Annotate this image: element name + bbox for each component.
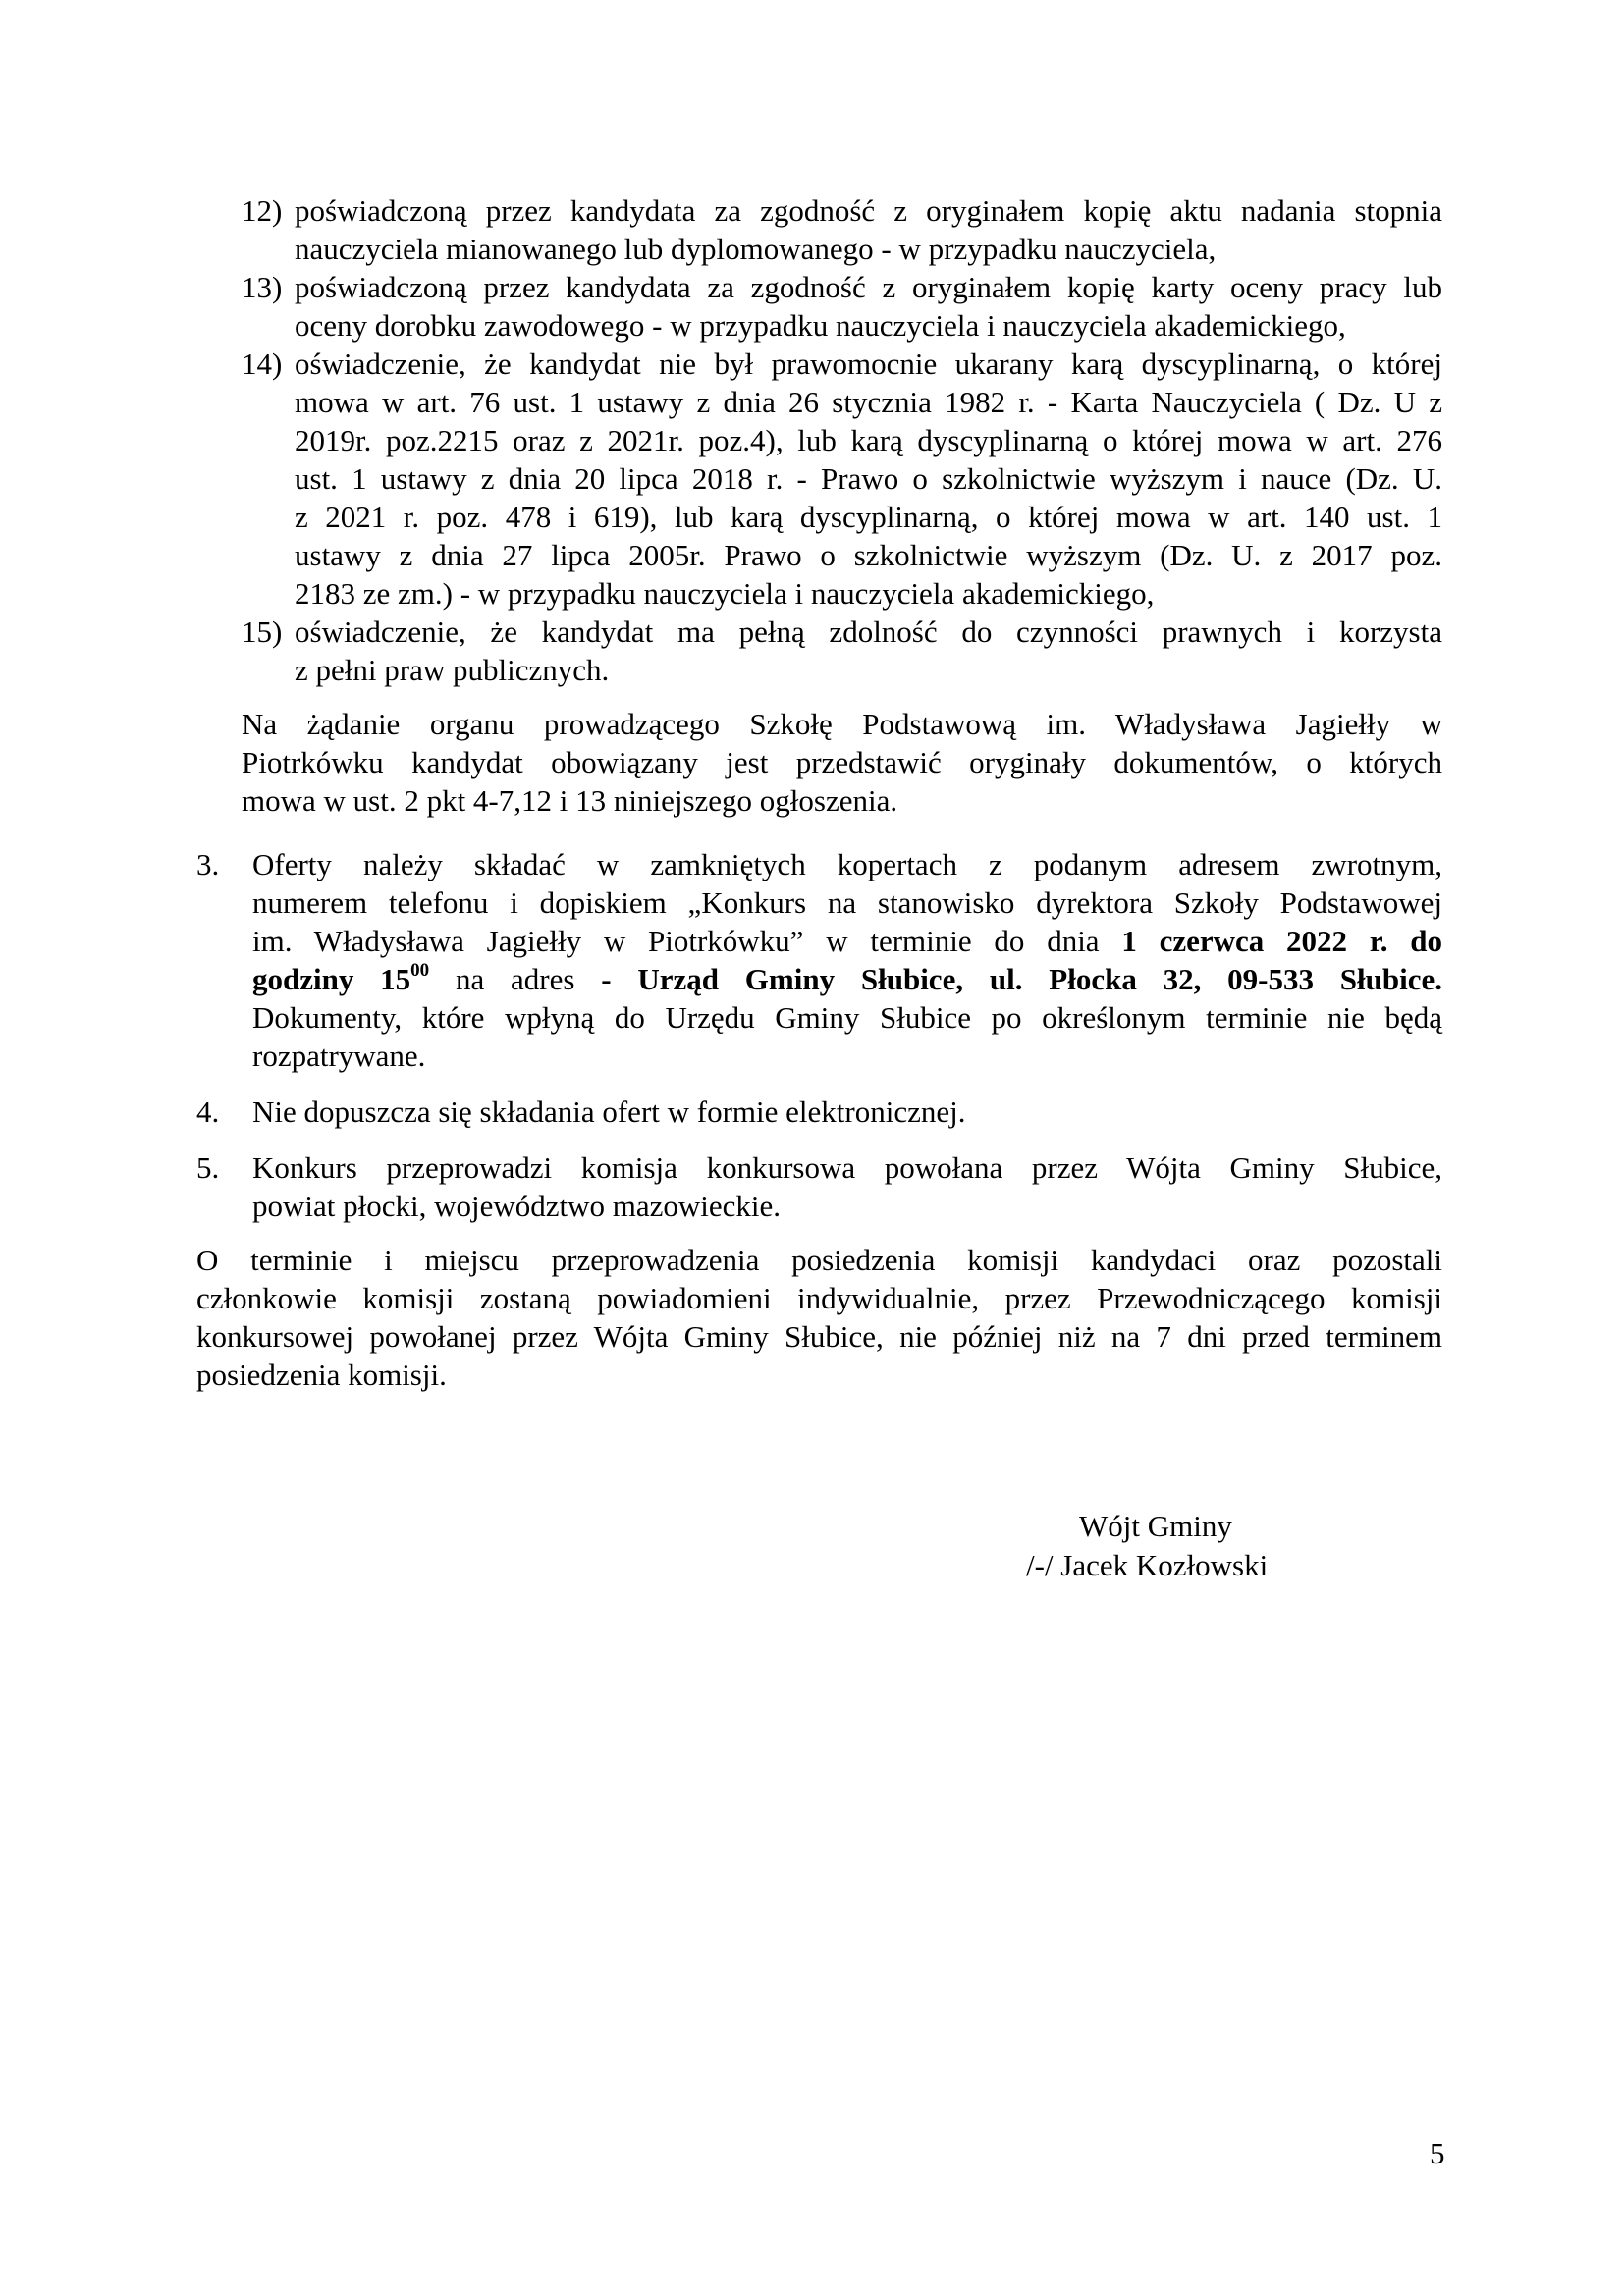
point-number: 4. — [196, 1095, 220, 1129]
list-item-line: 2183 ze zm.) - w przypadku nauczyciela i nauczyciela akademickiego, — [295, 576, 1155, 611]
office-address: - Urząd Gminy Słubice, ul. Płocka 32, 09-533 Słubice. — [601, 962, 1443, 996]
list-item-number: 15) — [242, 614, 283, 649]
list-item-line: nauczyciela mianowanego lub dyplomowanego - w przypadku nauczyciela, — [295, 232, 1217, 266]
numbered-points — [196, 845, 1442, 1243]
paragraph-line: Piotrkówku kandydat obowiązany jest przedstawić oryginały dokumentów, o których — [242, 745, 1442, 779]
paragraph-line: numerem telefonu i dopiskiem „Konkurs na stanowisko dyrektora Szkoły Podstawowej — [252, 885, 1442, 920]
list-item-line: poświadczoną przez kandydata za zgodność z oryginałem kopię aktu nadania stopnia — [295, 193, 1442, 228]
paragraph-line: rozpatrywane. — [252, 1039, 426, 1073]
list-item — [242, 268, 1442, 345]
list-item-line: oświadczenie, że kandydat ma pełną zdolność do czynności prawnych i korzysta — [295, 614, 1442, 649]
paragraph-line — [252, 960, 1442, 998]
list-item-line: poświadczoną przez kandydata za zgodność z oryginałem kopię karty oceny pracy lub — [295, 270, 1442, 304]
paragraph-line: członkowie komisji zostaną powiadomieni indywidualnie, przez Przewodniczącego komisji — [196, 1281, 1442, 1315]
paragraph-line — [252, 922, 1442, 960]
list-item-line: 2019r. poz.2215 oraz z 2021r. poz.4), lub karą dyscyplinarną o której mowa w art. 276 — [295, 423, 1442, 457]
closing-paragraph — [196, 1241, 1442, 1394]
paragraph-line: powiat płocki, województwo mazowieckie. — [252, 1189, 782, 1223]
paragraph-line: Nie dopuszcza się składania ofert w formie elektronicznej. — [252, 1095, 966, 1129]
requirements-list — [242, 191, 1442, 689]
list-item — [242, 191, 1442, 268]
paragraph-line: Konkurs przeprowadzi komisja konkursowa powołana przez Wójta Gminy Słubice, — [252, 1150, 1442, 1185]
deadline-hour-minutes: 00 — [410, 960, 430, 981]
list-item-number: 13) — [242, 270, 283, 304]
paragraph-line: O terminie i miejscu przeprowadzenia posiedzenia komisji kandydaci oraz pozostali — [196, 1243, 1442, 1277]
signatory-name: /-/ Jacek Kozłowski — [1026, 1548, 1269, 1582]
paragraph-line: Oferty należy składać w zamkniętych kopertach z podanym adresem zwrotnym, — [252, 847, 1442, 881]
list-item-line: oceny dorobku zawodowego - w przypadku nauczyciela i nauczyciela akademickiego, — [295, 308, 1346, 343]
signatory-title: Wójt Gminy — [1079, 1509, 1232, 1543]
list-item — [242, 613, 1442, 689]
address-intro-text: na adres — [455, 962, 575, 996]
documents-note-paragraph — [242, 705, 1442, 820]
signature-block — [1026, 1507, 1268, 1585]
point-number: 3. — [196, 847, 220, 881]
paragraph-line: Na żądanie organu prowadzącego Szkołę Podstawową im. Władysława Jagiełły w — [242, 707, 1442, 741]
point-3 — [196, 845, 1442, 1075]
list-item-number: 12) — [242, 193, 283, 228]
list-item-number: 14) — [242, 347, 283, 381]
list-item-line: mowa w art. 76 ust. 1 ustawy z dnia 26 stycznia 1982 r. - Karta Nauczyciela ( Dz. U z — [295, 385, 1442, 419]
paragraph-line: Dokumenty, które wpłyną do Urzędu Gminy Słubice po określonym terminie nie będą — [252, 1000, 1442, 1035]
paragraph-line: konkursowej powołanej przez Wójta Gminy Słubice, nie później niż na 7 dni przed terminem — [196, 1319, 1442, 1354]
point-4 — [196, 1093, 1442, 1131]
paragraph-line: mowa w ust. 2 pkt 4-7,12 i 13 niniejszego ogłoszenia. — [242, 783, 898, 818]
list-item-line: z 2021 r. poz. 478 i 619), lub karą dyscyplinarną, o której mowa w art. 140 ust. 1 — [295, 500, 1442, 534]
point-5 — [196, 1148, 1442, 1225]
paragraph-line: posiedzenia komisji. — [196, 1358, 447, 1392]
point-number: 5. — [196, 1150, 220, 1185]
list-item-line: ust. 1 ustawy z dnia 20 lipca 2018 r. - Prawo o szkolnictwie wyższym i nauce (Dz. U. — [295, 461, 1442, 496]
list-item-line: ustawy z dnia 27 lipca 2005r. Prawo o szkolnictwie wyższym (Dz. U. z 2017 poz. — [295, 538, 1442, 572]
deadline-hour: godziny 15 — [252, 962, 411, 996]
deadline-date: 1 czerwca 2022 r. do — [1121, 924, 1442, 958]
list-item-line: z pełni praw publicznych. — [295, 653, 610, 687]
list-item — [242, 345, 1442, 613]
list-item-line: oświadczenie, że kandydat nie był prawomocnie ukarany karą dyscyplinarną, o której — [295, 347, 1442, 381]
deadline-intro-text: im. Władysława Jagiełły w Piotrkówku” w terminie do dnia — [252, 924, 1100, 958]
page-number: 5 — [1430, 2136, 1445, 2170]
